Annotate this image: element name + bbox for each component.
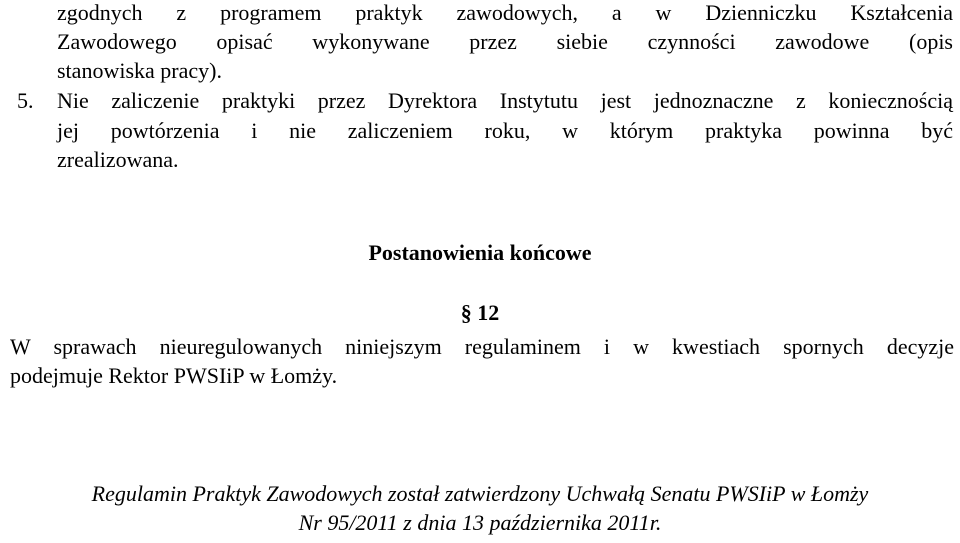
section-heading: Postanowienia końcowe: [368, 240, 592, 265]
list-number: 5.: [17, 88, 34, 113]
text-line: zgodnych z programem praktyk zawodowych, a w Dzienniczku Kształcenia: [57, 0, 953, 25]
text-line: stanowiska pracy).: [57, 58, 222, 83]
footer-line: Nr 95/2011 z dnia 13 października 2011r.: [298, 510, 662, 535]
footer-line: Regulamin Praktyk Zawodowych został zatwierdzony Uchwałą Senatu PWSIiP w Łomży: [91, 481, 869, 506]
text-line: Nie zaliczenie praktyki przez Dyrektora Instytutu jest jednoznaczne z koniecznością: [57, 88, 953, 113]
text-line: W sprawach nieuregulowanych niniejszym regulaminem i w kwestiach spornych decyzje: [10, 334, 954, 359]
text-line: Zawodowego opisać wykonywane przez siebie czynności zawodowe (opis: [57, 29, 953, 54]
text-line: podejmuje Rektor PWSIiP w Łomży.: [10, 363, 338, 388]
text-line: jej powtórzenia i nie zaliczeniem roku, w którym praktyka powinna być: [57, 118, 953, 143]
text-line: zrealizowana.: [57, 147, 179, 172]
paragraph-number: § 12: [460, 300, 500, 325]
